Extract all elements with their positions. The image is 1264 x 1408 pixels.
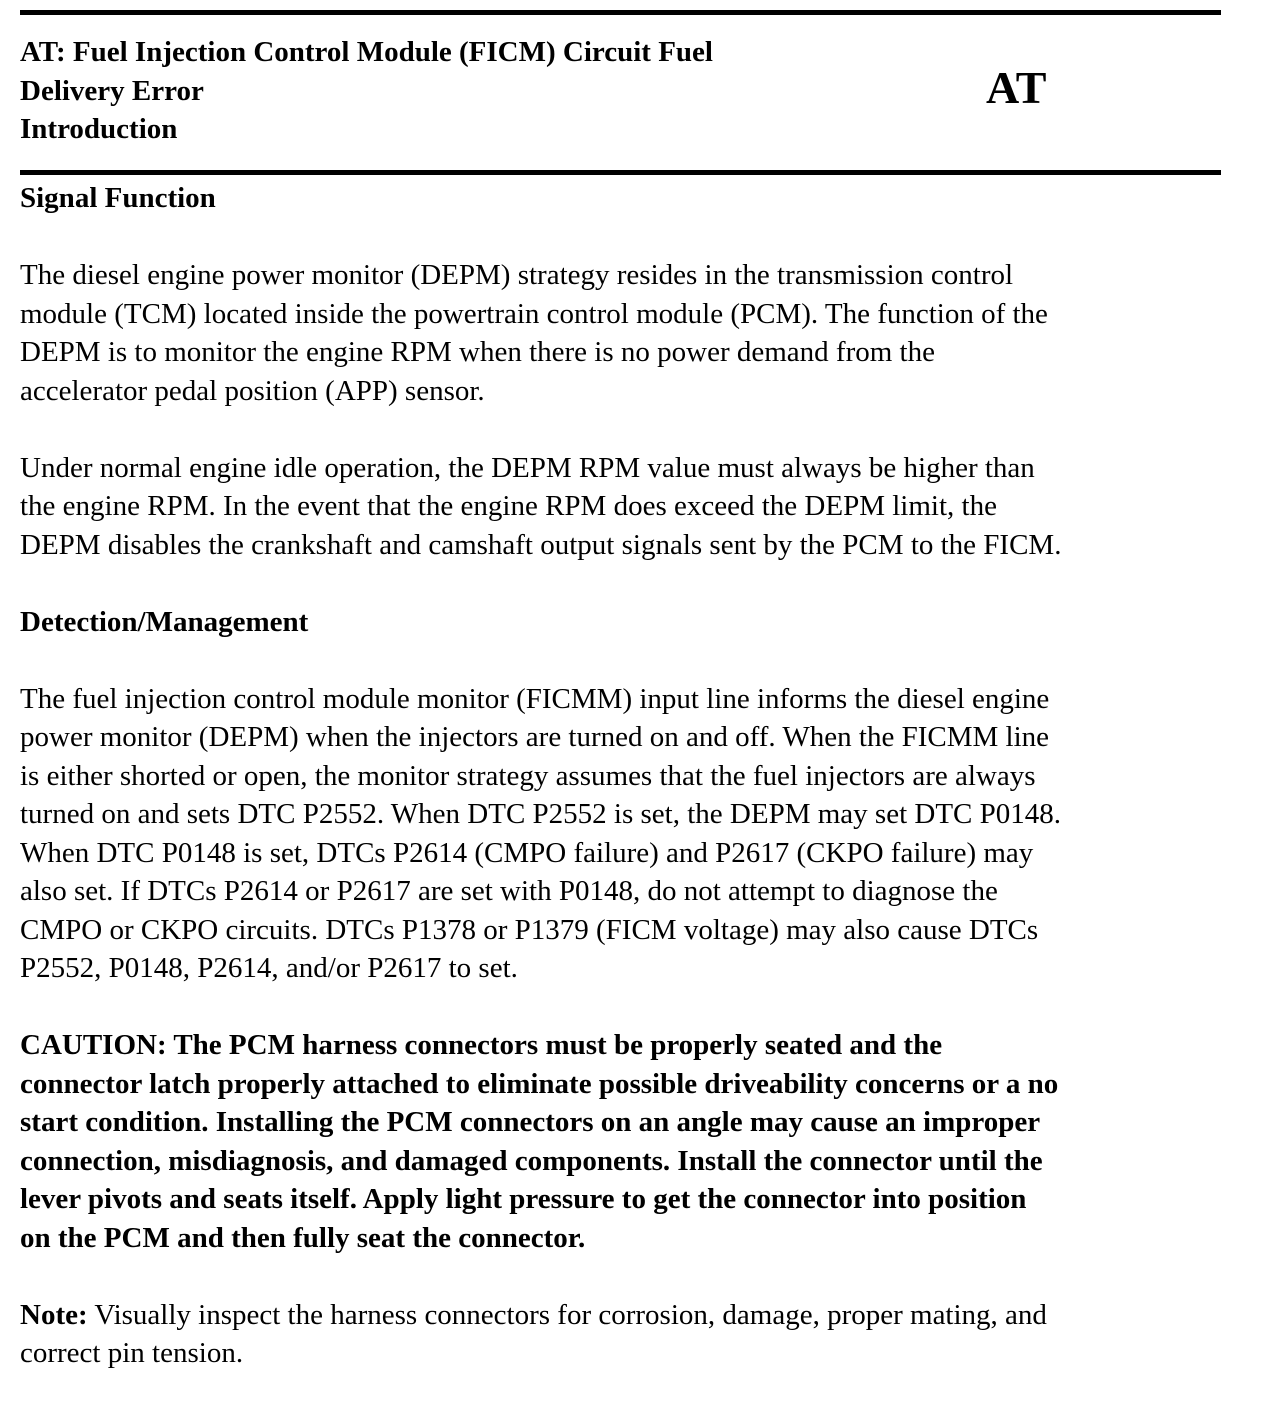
note-text: Visually inspect the harness connectors for corrosion, damage, proper mating, and <box>87 1298 1047 1331</box>
caution-line: CAUTION: The PCM harness connectors must be properly seated and the <box>20 1029 943 1061</box>
text-line: The fuel injection control module monitor (FICMM) input line informs the diesel engine <box>20 682 1050 715</box>
signal-function-paragraph-1 <box>20 256 1221 410</box>
text-line <box>20 1296 1221 1335</box>
signal-function-heading: Signal Function <box>20 182 216 214</box>
detection-management-heading: Detection/Management <box>20 605 309 638</box>
text-line: DEPM disables the crankshaft and camshaft output signals sent by the PCM to the FICM. <box>20 528 1062 561</box>
text-line: module (TCM) located inside the powertrain control module (PCM). The function of the <box>20 297 1048 330</box>
title-line: Delivery Error <box>20 74 204 107</box>
text-line: turned on and sets DTC P2552. When DTC P2552 is set, the DEPM may set DTC P0148. <box>20 798 1062 830</box>
note-paragraph <box>20 1296 1221 1373</box>
document-title <box>20 33 713 149</box>
title-line: Introduction <box>20 113 178 145</box>
text-line: CMPO or CKPO circuits. DTCs P1378 or P1379 (FICM voltage) may also cause DTCs <box>20 913 1039 946</box>
text-line: the engine RPM. In the event that the engine RPM does exceed the DEPM limit, the <box>20 490 997 522</box>
document-header <box>20 15 1221 170</box>
text-line: correct pin tension. <box>20 1337 244 1369</box>
text-line: The diesel engine power monitor (DEPM) strategy resides in the transmission control <box>20 259 1014 291</box>
note-label: Note: <box>20 1298 88 1331</box>
caution-line: lever pivots and seats itself. Apply light pressure to get the connector into position <box>20 1183 1027 1215</box>
text-line: power monitor (DEPM) when the injectors are turned on and off. When the FICMM line <box>20 721 1050 753</box>
text-line: DEPM is to monitor the engine RPM when there is no power demand from the <box>20 336 935 368</box>
text-line: is either shorted or open, the monitor strategy assumes that the fuel injectors are always <box>20 759 1036 792</box>
caution-line: on the PCM and then fully seat the connector. <box>20 1221 586 1254</box>
section-code: AT <box>986 62 1047 113</box>
text-line: also set. If DTCs P2614 or P2617 are set with P0148, do not attempt to diagnose the <box>20 875 998 907</box>
caution-line: start condition. Installing the PCM connectors on an angle may cause an improper <box>20 1106 1041 1138</box>
document-page <box>20 10 1221 1373</box>
text-line: P2552, P0148, P2614, and/or P2617 to set. <box>20 952 518 984</box>
detection-management-paragraph <box>20 680 1221 988</box>
caution-paragraph <box>20 1026 1221 1257</box>
signal-function-paragraph-2 <box>20 449 1221 565</box>
document-body <box>20 175 1221 1373</box>
text-line: accelerator pedal position (APP) sensor. <box>20 374 485 407</box>
title-line: AT: Fuel Injection Control Module (FICM) Circuit Fuel <box>20 36 713 68</box>
text-line: When DTC P0148 is set, DTCs P2614 (CMPO failure) and P2617 (CKPO failure) may <box>20 836 1034 869</box>
caution-line: connection, misdiagnosis, and damaged components. Install the connector until the <box>20 1144 1043 1177</box>
caution-line: connector latch properly attached to eliminate possible driveability concerns or a no <box>20 1067 1059 1100</box>
text-line: Under normal engine idle operation, the DEPM RPM value must always be higher than <box>20 451 1035 484</box>
